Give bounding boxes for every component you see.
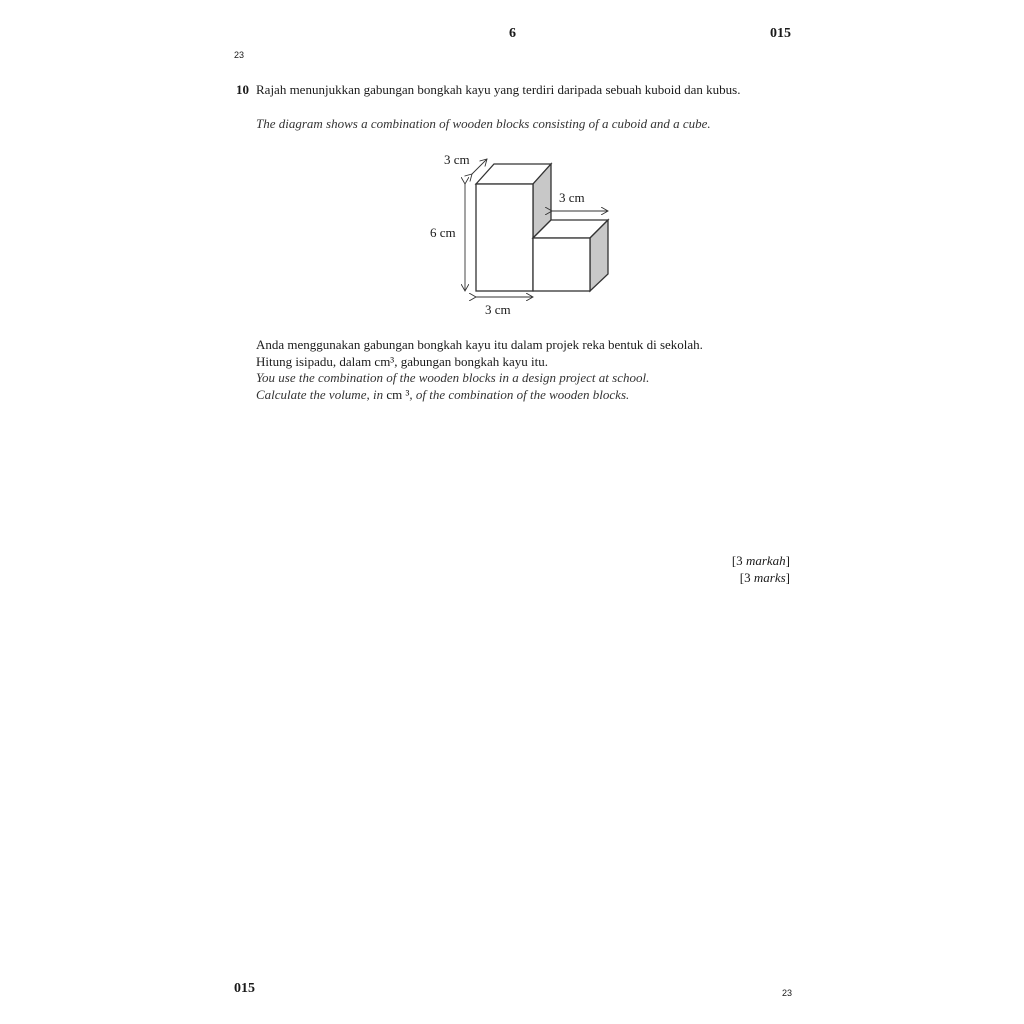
marks-malay xyxy=(732,552,790,569)
paper-code-bottom: 015 xyxy=(234,981,255,996)
body-english-line-2-post: , of the combination of the wooden blocks. xyxy=(409,386,630,402)
body-english-unit: cm ³ xyxy=(386,386,410,402)
marks-malay-close: ] xyxy=(785,553,790,568)
marks-english-word: marks xyxy=(753,570,786,585)
body-english-line-2 xyxy=(256,387,786,404)
corner-mark-bottom: 23 xyxy=(782,988,793,998)
paper-code-top: 015 xyxy=(770,26,791,41)
body-malay-line-1: Anda menggunakan gabungan bongkah kayu itu dalam projek reka bentuk di sekolah. xyxy=(256,337,703,352)
height-label: 6 cm xyxy=(430,225,456,240)
wooden-blocks-diagram xyxy=(415,148,625,323)
depth-label: 3 cm xyxy=(444,152,470,167)
question-body-english xyxy=(256,370,786,403)
marks-english-num: [3 xyxy=(739,570,754,585)
corner-mark-top: 23 xyxy=(234,50,245,60)
depth-arrow xyxy=(472,159,487,174)
question-body-malay xyxy=(256,337,786,370)
body-malay-line-2: Hitung isipadu, dalam cm³, gabungan bongkah kayu itu. xyxy=(256,353,549,369)
question-intro-english: The diagram shows a combination of wooden blocks consisting of a cuboid and a cube. xyxy=(256,116,711,131)
page-number: 6 xyxy=(509,26,516,41)
marks-malay-word: markah xyxy=(745,553,786,568)
marks-english-close: ] xyxy=(785,570,790,585)
body-english-line-1: You use the combination of the wooden blocks in a design project at school. xyxy=(256,370,650,385)
cube-front-face xyxy=(533,238,590,291)
question-number: 10 xyxy=(236,82,249,97)
marks-malay-num: [3 xyxy=(731,553,746,568)
question-intro-malay: Rajah menunjukkan gabungan bongkah kayu yang terdiri daripada sebuah kuboid dan kubus. xyxy=(256,82,741,97)
marks-english xyxy=(732,569,790,586)
base-width-label: 3 cm xyxy=(485,302,511,317)
cuboid-front-face xyxy=(476,184,533,291)
body-english-line-2-pre: Calculate the volume, in xyxy=(256,386,387,402)
marks-allocation xyxy=(732,552,790,586)
cube-width-label: 3 cm xyxy=(559,190,585,205)
